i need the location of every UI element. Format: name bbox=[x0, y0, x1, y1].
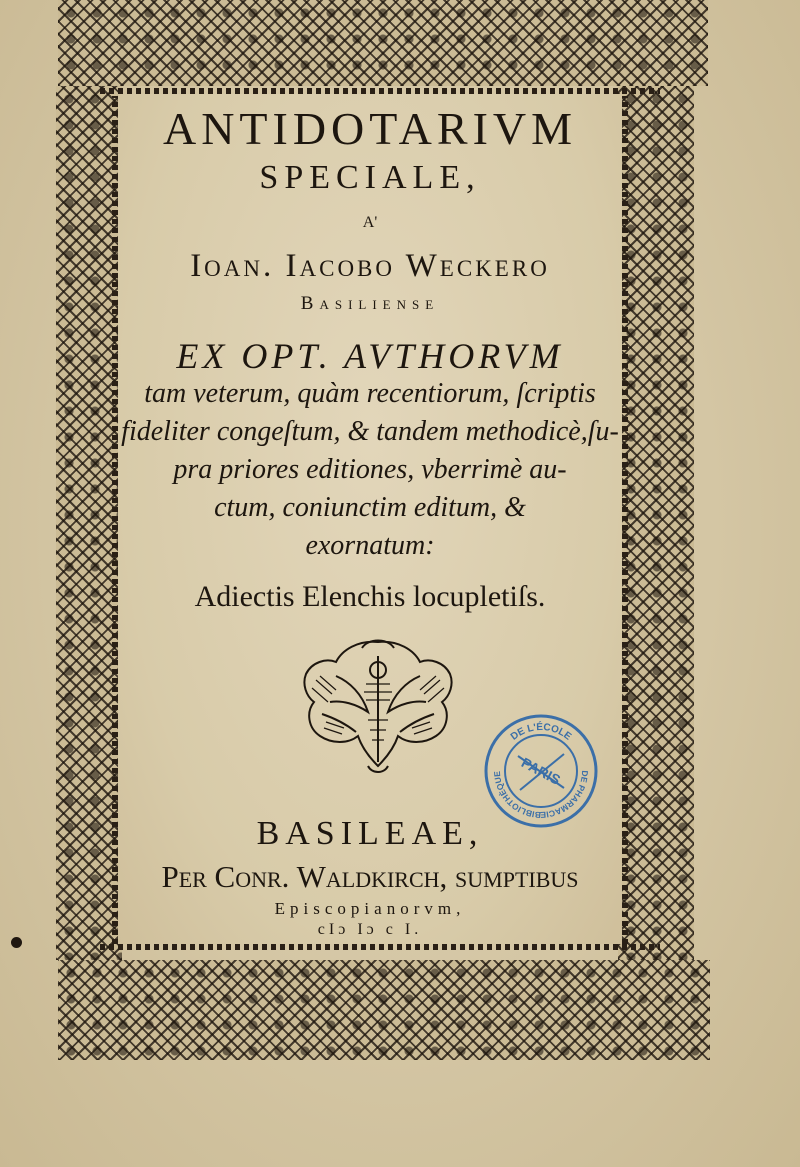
ink-dot-mark bbox=[11, 937, 22, 948]
adiectis-line: Adiectis Elenchis locupletiſs. bbox=[194, 580, 546, 613]
stamp-text-right: DE PHARMACIE bbox=[540, 770, 591, 821]
subtitle-line-4: pra priores editiones, vberrimè au- bbox=[173, 454, 567, 485]
stamp-text-top: DE L'ÉCOLE bbox=[508, 721, 574, 743]
subtitle-line-1: EX OPT. AVTHORVM bbox=[176, 336, 564, 376]
border-rule-bottom bbox=[100, 944, 660, 950]
subtitle-line-5: ctum, coniunctim editum, & bbox=[214, 492, 526, 523]
subtitle-line-3: fideliter congeſtum, & tandem methodicè,ſu- bbox=[121, 416, 619, 447]
stamp-center-text: PARIS bbox=[518, 754, 564, 788]
subtitle-line-6: exornatum: bbox=[305, 530, 435, 561]
ornamental-border-top bbox=[58, 0, 708, 86]
author-origin: Basiliense bbox=[300, 293, 440, 314]
library-stamp bbox=[482, 712, 600, 830]
stamp-text-left: BIBLIOTHÈQUE bbox=[491, 770, 542, 821]
imprint-publishers: Episcopianorvm, bbox=[274, 899, 466, 918]
imprint-year: cIɔ Iɔ c I. bbox=[317, 921, 423, 938]
title-line-1: ANTIDOTARIVM bbox=[162, 103, 578, 154]
ornamental-border-right bbox=[618, 86, 694, 960]
imprint-printer: Per Conr. Waldkirch, ſumptibus bbox=[161, 859, 579, 894]
printers-device-emblem bbox=[296, 636, 460, 784]
border-rule-right bbox=[622, 96, 628, 944]
title-line-2: SPECIALE, bbox=[259, 159, 481, 196]
author-name: Ioan. Iacobo Weckero bbox=[190, 248, 550, 284]
title-preposition: A' bbox=[362, 214, 378, 231]
imprint-place: BASILEAE, bbox=[256, 815, 484, 852]
ornamental-border-bottom bbox=[58, 960, 710, 1060]
subtitle-line-2: tam veterum, quàm recentiorum, ſcriptis bbox=[144, 378, 596, 409]
